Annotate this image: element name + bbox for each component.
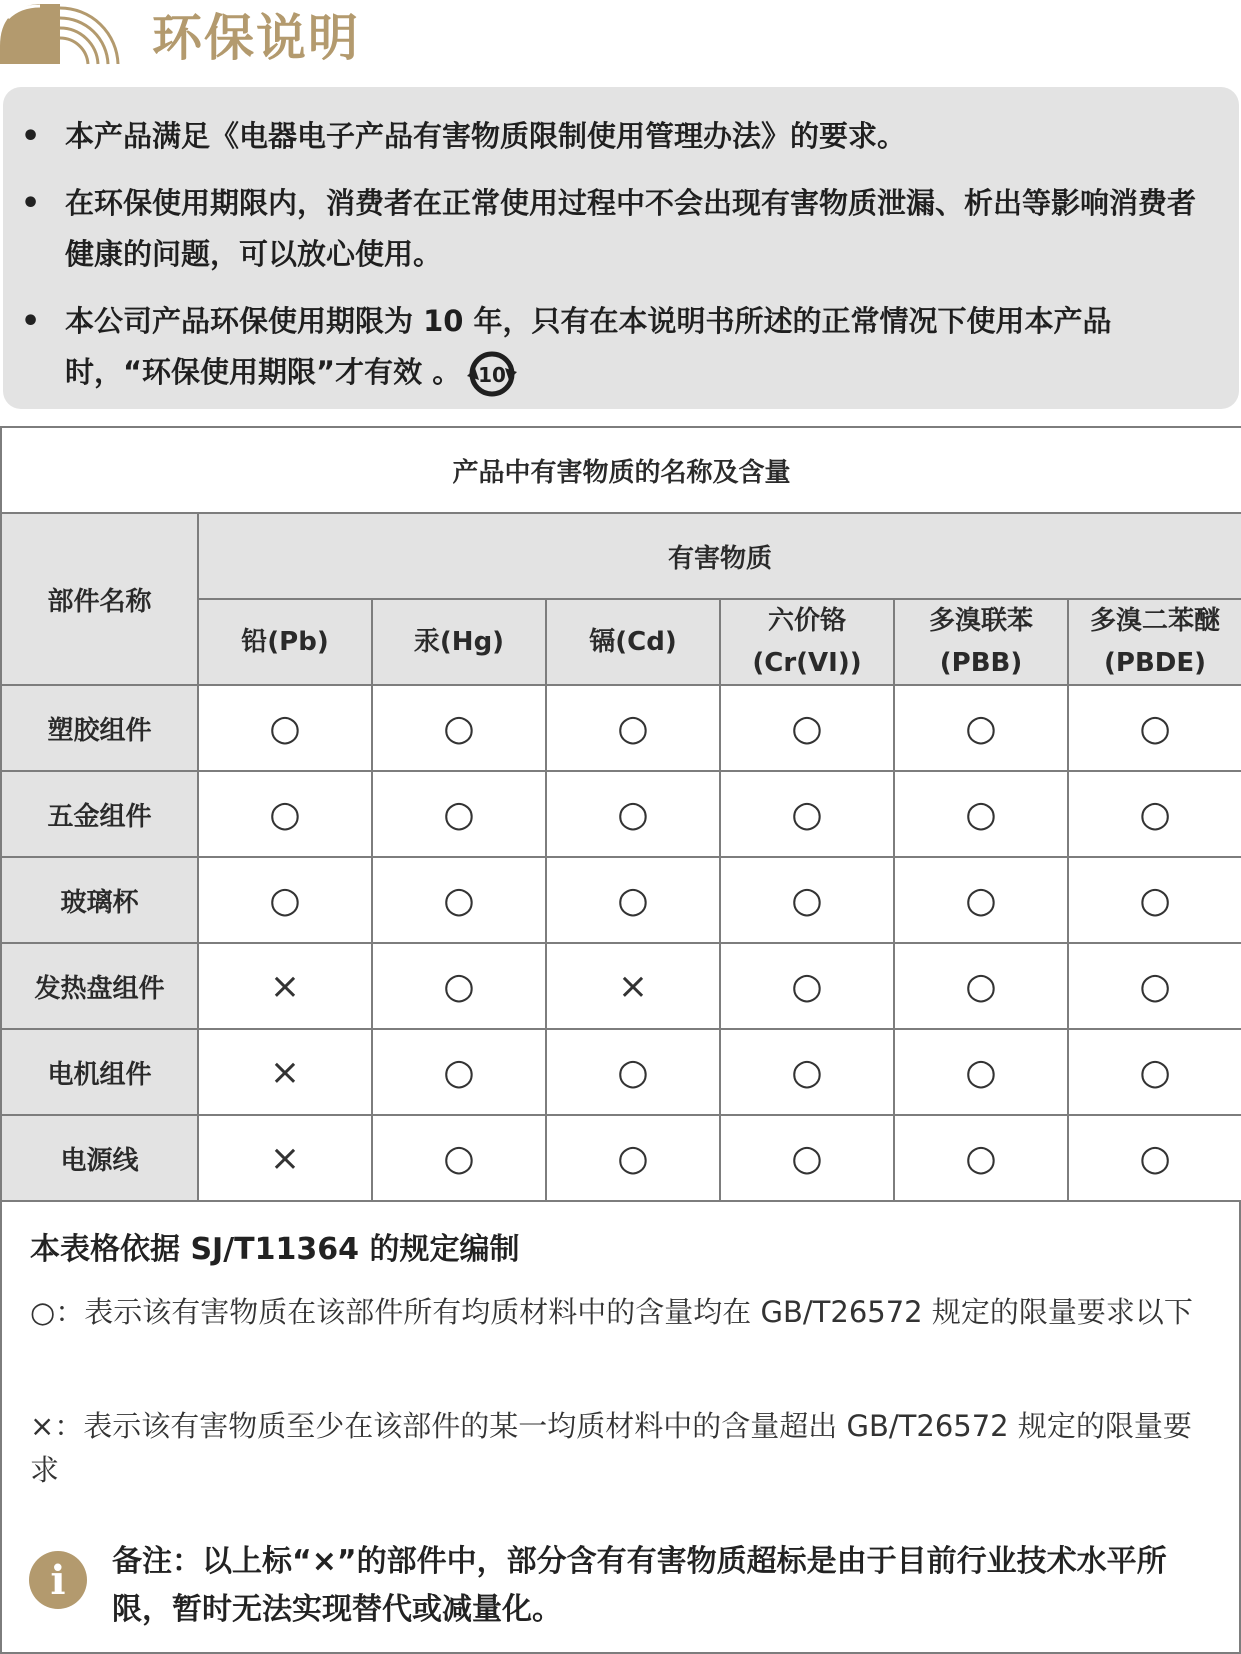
column-header — [546, 599, 720, 685]
bullet: • — [21, 119, 41, 154]
remark-text: 备注：以上标“×”的部件中，部分含有有害物质超标是由于目前行业技术水平所限，暂时无法实现替代或减量化。 — [112, 1544, 1167, 1627]
part-name: 电源线 — [1, 1115, 198, 1201]
table-title-row — [1, 427, 1241, 513]
cell-value: ○ — [546, 771, 720, 857]
column-header-line1: 镉(Cd) — [589, 627, 677, 657]
cell-value: ○ — [894, 943, 1068, 1029]
bullet: • — [21, 304, 41, 339]
note-item — [21, 296, 1209, 398]
hazardous-substances-table — [0, 426, 1241, 1202]
cell-value: ○ — [546, 1029, 720, 1115]
table-row — [1, 1029, 1241, 1115]
cell-value: ○ — [720, 857, 894, 943]
cell-value: ○ — [1068, 1115, 1241, 1201]
notes-panel — [3, 87, 1239, 409]
cell-value: ○ — [372, 1029, 546, 1115]
cell-value: ○ — [720, 685, 894, 771]
cell-value: ○ — [546, 685, 720, 771]
column-header-line1: 多溴二苯醚 — [1090, 606, 1221, 636]
part-name: 玻璃杯 — [1, 857, 198, 943]
part-name: 发热盘组件 — [1, 943, 198, 1029]
cell-value: ○ — [198, 685, 372, 771]
brand-logo-icon — [0, 0, 140, 75]
column-header — [198, 599, 372, 685]
cell-value: ○ — [1068, 857, 1241, 943]
cell-value: ○ — [198, 857, 372, 943]
note-item — [21, 111, 1209, 162]
column-header-line1: 六价铬 — [767, 606, 846, 636]
epup-mark-label: 10 — [478, 363, 507, 387]
column-header — [1068, 599, 1241, 685]
column-header-line1: 多溴联苯 — [928, 606, 1033, 636]
note-text: 在环保使用期限内，消费者在正常使用过程中不会出现有害物质泄漏、析出等影响消费者健康的问题，可以放心使用。 — [65, 186, 1197, 271]
cell-value: ○ — [372, 943, 546, 1029]
cell-value: ○ — [894, 1115, 1068, 1201]
bullet: • — [21, 186, 41, 221]
cell-value: ○ — [372, 685, 546, 771]
table-title: 产品中有害物质的名称及含量 — [1, 427, 1241, 513]
column-header-line1: 铅(Pb) — [241, 627, 329, 657]
table-row — [1, 685, 1241, 771]
note-text: 本公司产品环保使用期限为 10 年，只有在本说明书所述的正常情况下使用本产品时，“环保使用期限”才有效 。 — [65, 304, 1112, 389]
column-header-line1: 汞(Hg) — [413, 627, 505, 657]
cell-value: × — [198, 943, 372, 1029]
note-text-wrap — [65, 296, 1209, 398]
info-icon — [28, 1550, 88, 1610]
cell-value: × — [546, 943, 720, 1029]
column-header — [720, 599, 894, 685]
cell-value: ○ — [198, 771, 372, 857]
cell-value: ○ — [1068, 1029, 1241, 1115]
column-header-line2: (Cr(VI)) — [752, 648, 862, 678]
page-title: 环保说明 — [152, 9, 360, 67]
cell-value: ○ — [720, 1115, 894, 1201]
part-name: 五金组件 — [1, 771, 198, 857]
table-row — [1, 771, 1241, 857]
column-header-line2: (PBB) — [939, 648, 1023, 678]
part-name-header: 部件名称 — [1, 513, 198, 685]
note-text: 本产品满足《电器电子产品有害物质限制使用管理办法》的要求。 — [65, 119, 907, 153]
cell-value: ○ — [372, 1115, 546, 1201]
cell-value: ○ — [546, 1115, 720, 1201]
cross-legend: ×：表示该有害物质至少在该部件的某一均质材料中的含量超出 GB/T26572 规定的限量要求 — [30, 1409, 1192, 1487]
cell-value: ○ — [546, 857, 720, 943]
column-header — [894, 599, 1068, 685]
column-header-line2: (PBDE) — [1104, 648, 1207, 678]
cell-value: × — [198, 1115, 372, 1201]
cell-value: ○ — [1068, 943, 1241, 1029]
cell-value: ○ — [720, 771, 894, 857]
note-item — [21, 178, 1209, 280]
cell-value: ○ — [720, 1029, 894, 1115]
cell-value: ○ — [1068, 685, 1241, 771]
substance-header: 有害物质 — [198, 513, 1241, 599]
cell-value: ○ — [894, 857, 1068, 943]
cell-value: ○ — [894, 1029, 1068, 1115]
table-footer — [0, 1202, 1241, 1654]
epup-10-icon — [465, 350, 519, 398]
part-name: 电机组件 — [1, 1029, 198, 1115]
cell-value: × — [198, 1029, 372, 1115]
table-row — [1, 943, 1241, 1029]
standard-note: 本表格依据 SJ/T11364 的规定编制 — [30, 1232, 520, 1267]
info-icon-glyph: i — [50, 1557, 66, 1604]
table-row — [1, 1115, 1241, 1201]
cell-value: ○ — [894, 771, 1068, 857]
table-header-row — [1, 513, 1241, 599]
column-header — [372, 599, 546, 685]
cell-value: ○ — [894, 685, 1068, 771]
page-header — [0, 0, 1241, 80]
cell-value: ○ — [372, 771, 546, 857]
circle-legend: ○：表示该有害物质在该部件所有均质材料中的含量均在 GB/T26572 规定的限量要求以下 — [30, 1295, 1193, 1329]
cell-value: ○ — [720, 943, 894, 1029]
part-name: 塑胶组件 — [1, 685, 198, 771]
cell-value: ○ — [1068, 771, 1241, 857]
table-row — [1, 857, 1241, 943]
cell-value: ○ — [372, 857, 546, 943]
